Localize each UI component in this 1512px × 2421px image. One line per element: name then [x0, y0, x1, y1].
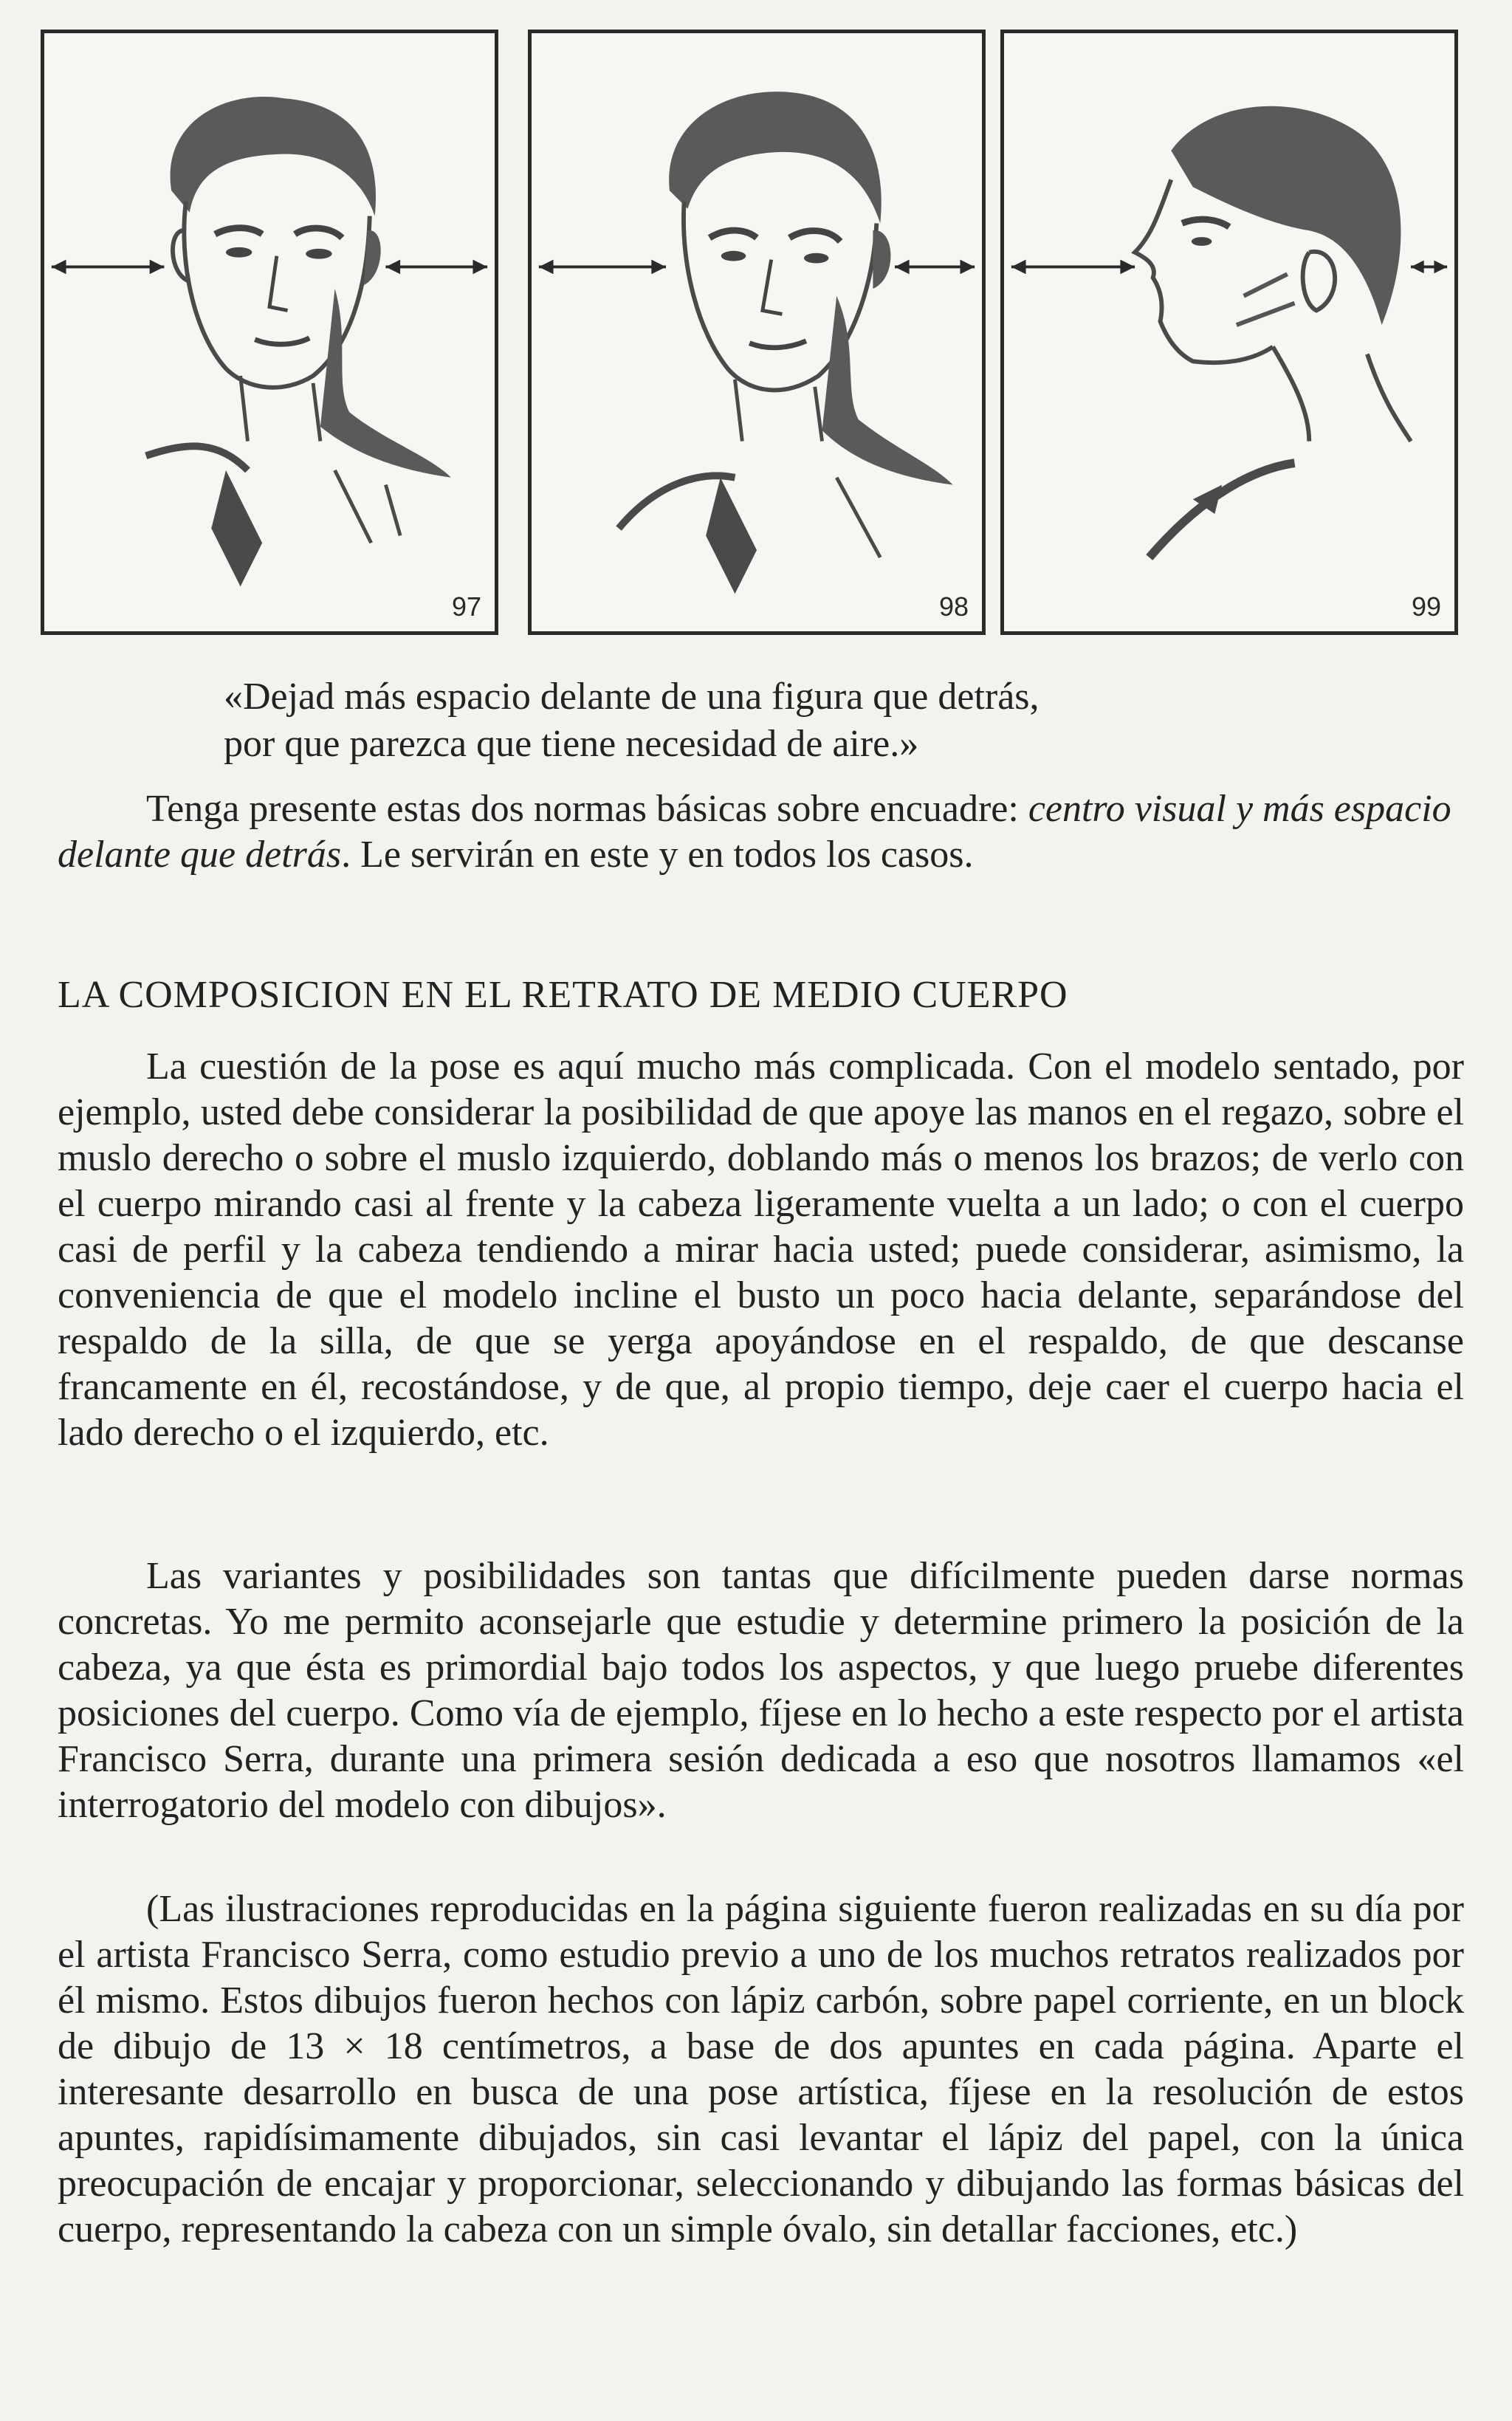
quote: [224, 673, 1331, 768]
body-paragraph: La cuestión de la pose es aquí mucho más complicada. Con el modelo sentado, por ejemplo, usted debe considerar la posibilidad de que apoye las manos en el regazo, sobre el muslo derecho o sobre el muslo izquierdo, doblando más o menos los brazos; de verlo con el cuerpo mirando casi al frente y la cabeza ligeramente vuelta a un lado; o con el cuerpo casi de perfil y la cabeza tendiendo a mirar hacia usted; puede considerar, asimismo, la conveniencia de que el modelo incline el busto un poco hacia delante, separándose del respaldo de la silla, de que se yerga apoyándose en el respaldo, de que descanse francamente en él, recostándose, y de que, al propio tiempo, deje caer el cuerpo hacia el lado derecho o el izquierdo, etc.: [58, 1045, 1464, 1454]
norms-emphasis: centro visual y más espacio delante que detrás: [58, 788, 1451, 876]
portrait-three-quarter-illustration: [532, 33, 982, 631]
figure-99: [1000, 30, 1458, 635]
figure-97: [41, 30, 498, 635]
figure-number: 99: [1411, 591, 1441, 622]
norms-text-end: . Le servirán en este y en todos los casos.: [341, 834, 974, 876]
figure-number: 98: [938, 591, 969, 622]
figure-98: [528, 30, 986, 635]
body-paragraph: Las variantes y posibilidades son tantas que difícilmente pueden darse normas concretas. Yo me permito aconsejarle que estudie y determine primero la posición de la cabeza, ya que ésta es primordial bajo todos los aspectos, y que luego pruebe diferentes posiciones del cuerpo. Como vía de ejemplo, fíjese en lo hecho a este respecto por el artista Francisco Serra, durante una primera sesión dedicada a eso que nosotros llamamos «el interrogatorio del modelo con dibujos».: [58, 1555, 1464, 1826]
portrait-frontal-illustration: [44, 33, 495, 631]
portrait-profile-illustration: [1004, 33, 1454, 631]
section-heading: LA COMPOSICION EN EL RETRATO DE MEDIO CUERPO: [58, 974, 1068, 1016]
body-paragraph: (Las ilustraciones reproducidas en la página siguiente fueron realizadas en su día por el artista Francisco Serra, como estudio previo a uno de los muchos retratos realizados por él mismo. Estos dibujos fueron hechos con lápiz carbón, sobre papel corriente, en un block de dibujo de 13 × 18 centímetros, a base de dos apuntes en cada página. Aparte el interesante desarrollo en busca de una pose artística, fíjese en la resolución de estos apuntes, rapidísimamente dibujados, sin casi levantar el lápiz del papel, con la única preocupación de encajar y proporcionar, seleccionando y dibujando las formas básicas del cuerpo, representando la cabeza con un simple óvalo, sin detallar facciones, etc.): [58, 1888, 1464, 2250]
norms-paragraph: [58, 786, 1464, 878]
norms-text: Tenga presente estas dos normas básicas sobre encuadre:: [146, 788, 1028, 830]
figure-number: 97: [451, 591, 481, 622]
quote-line: «Dejad más espacio delante de una figura que detrás,: [224, 676, 1040, 718]
quote-line: por que parezca que tiene necesidad de aire.»: [224, 723, 919, 765]
